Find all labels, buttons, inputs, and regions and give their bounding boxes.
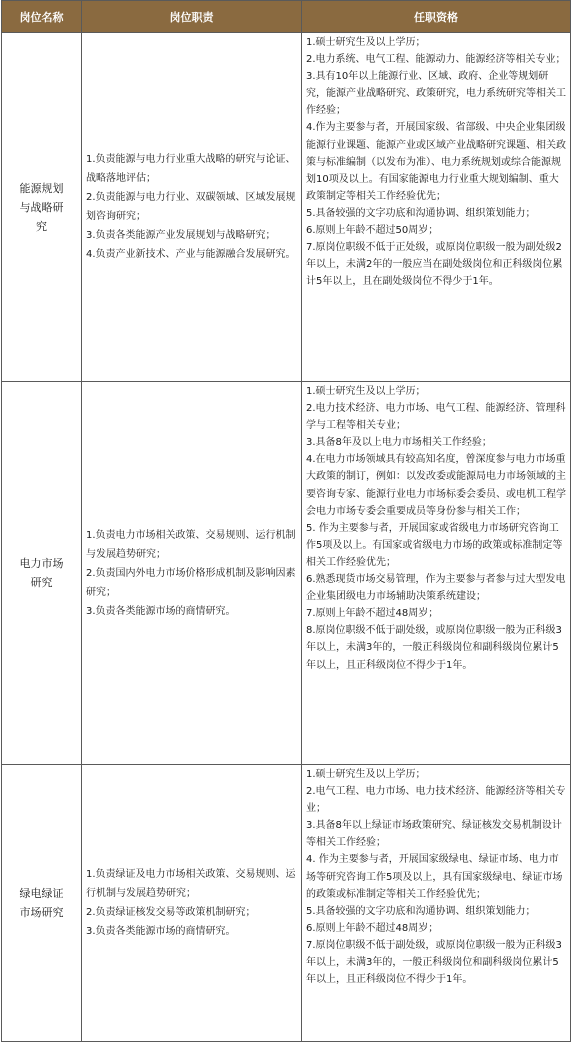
- qualification-item: 1.硕士研究生及以上学历；: [306, 769, 426, 780]
- duties-cell: [82, 765, 302, 1042]
- position-name-line: 研究: [30, 576, 53, 589]
- qualification-item: 3.具备8年及以上电力市场相关工作经验；: [306, 437, 492, 449]
- qualification-item: 4.在电力市场领域具有较高知名度，曾深度参与电力市场重大政策的制订，例如：以发改委或能源局电力市场领域的主要咨询专家、能源行业电力市场标委会委员、或电机工程学会电力市场专委会重要成员等身份参与相关工作；: [306, 454, 566, 517]
- qualification-item: 6.熟悉现货市场交易管理，作为主要参与者参与过大型发电企业集团级电力市场辅助决策系统建设；: [306, 574, 566, 603]
- header-position-name: 岗位名称: [2, 1, 82, 33]
- duty-item: 1.负责能源与电力行业重大战略的研究与论证、战略落地评估；: [86, 154, 296, 184]
- position-name-line: 究: [36, 219, 47, 233]
- duty-item: 3.负责各类能源市场的商情研究。: [86, 926, 236, 937]
- duty-item: 2.负责能源与电力行业、双碳领域、区域发展规划咨询研究；: [86, 192, 296, 222]
- qualification-item: 2.电力技术经济、电力市场、电气工程、能源经济、管理科学与工程等相关专业；: [306, 403, 566, 432]
- header-qualifications: 任职资格: [302, 1, 571, 33]
- qualifications-cell: [302, 382, 571, 765]
- position-name-line: 电力市场: [19, 557, 64, 570]
- table-row: [2, 382, 571, 765]
- duties-cell: [82, 33, 302, 382]
- table-body: [2, 33, 571, 1042]
- qualification-item: 4. 作为主要参与者，开展国家级绿电、绿证市场、电力市场等研究咨询工作5项及以上，具有国家级绿电、绿证市场的政策或标准制定等相关工作经验优先；: [306, 854, 563, 900]
- duty-item: 2.负责国内外电力市场价格形成机制及影响因素研究；: [86, 567, 296, 598]
- duty-item: 4.负责产业新技术、产业与能源融合发展研究。: [86, 249, 296, 260]
- position-name-line: 能源规划: [19, 181, 64, 195]
- header-duties: 岗位职责: [82, 1, 302, 33]
- position-name-line: 与战略研: [19, 200, 64, 214]
- duty-item: 2.负责绿证核发交易等政策机制研究；: [86, 907, 256, 918]
- table-row: [2, 33, 571, 382]
- qualification-item: 1.硕士研究生及以上学历；: [306, 386, 426, 397]
- position-name-cell: [2, 33, 82, 382]
- qualification-item: 1.硕士研究生及以上学历；: [306, 37, 426, 48]
- position-name-cell: [2, 765, 82, 1042]
- duty-item: 1.负责电力市场相关政策、交易规则、运行机制与发展趋势研究；: [86, 529, 296, 560]
- qualification-item: 5. 作为主要参与者，开展国家或省级电力市场研究咨询工作5项及以上。有国家或省级电力市场的政策或标准制定等相关工作经验优先；: [306, 522, 563, 568]
- qualifications-cell: [302, 765, 571, 1042]
- duty-item: 3.负责各类能源市场的商情研究。: [86, 605, 236, 617]
- duty-item: 3.负责各类能源产业发展规划与战略研究；: [86, 230, 276, 241]
- positions-table: [1, 0, 571, 1042]
- qualification-item: 3.具备8年以上绿证市场政策研究、绿证核发交易机制设计等相关工作经验；: [306, 820, 562, 849]
- table-row: [2, 765, 571, 1042]
- position-name-cell: [2, 382, 82, 765]
- qualification-item: 4.作为主要参与者，开展国家级、省部级、中央企业集团级能源行业课题、能源产业或区域产业战略研究课题、相关政策与标准编制（以发布为准）、电力系统规划或综合能源规划10项及以上。有国家能源电力行业重大规划编制、重大政策制定等相关工作经验优先；: [306, 122, 566, 202]
- qualification-item: 3.具有10年以上能源行业、区域、政府、企业等规划研究，能源产业战略研究、政策研究，电力系统研究等相关工作经验；: [306, 71, 566, 117]
- duties-cell: [82, 382, 302, 765]
- qualification-item: 7.原则上年龄不超过48周岁；: [306, 608, 439, 620]
- qualification-item: 6.原则上年龄不超过50周岁；: [306, 225, 439, 237]
- qualification-item: 7.原岗位职级不低于正处级，或原岗位职级一般为副处级2年以上，未满2年的一般应当在副处级岗位和正科级岗位累计5年以上，且在副处级岗位不得少于1年。: [306, 242, 563, 288]
- qualification-item: 2.电力系统、电气工程、能源动力、能源经济等相关专业；: [306, 54, 566, 66]
- position-name-line: 绿电绿证: [19, 887, 64, 900]
- position-name-line: 市场研究: [19, 906, 64, 919]
- qualification-item: 8.原岗位职级不低于副处级，或原岗位职级一般为正科级3年以上，未满3年的，一般正科级岗位和副科级岗位累计5年以上，且正科级岗位不得少于1年。: [306, 625, 562, 671]
- duty-item: 1.负责绿证及电力市场相关政策、交易规则、运行机制与发展趋势研究；: [86, 869, 296, 899]
- qualification-item: 5.具备较强的文字功底和沟通协调、组织策划能力；: [306, 905, 536, 917]
- qualifications-cell: [302, 33, 571, 382]
- qualification-item: 6.原则上年龄不超过48周岁；: [306, 922, 439, 934]
- qualification-item: 5.具备较强的文字功底和沟通协调、组织策划能力；: [306, 207, 536, 219]
- qualification-item: 2.电气工程、电力市场、电力技术经济、能源经济等相关专业；: [306, 786, 566, 815]
- qualification-item: 7.原岗位职级不低于副处级，或原岗位职级一般为正科级3年以上，未满3年的，一般正科级岗位和副科级岗位累计5年以上，且正科级岗位不得少于1年。: [306, 939, 562, 986]
- table-header: [2, 1, 571, 33]
- header-row: [2, 1, 571, 33]
